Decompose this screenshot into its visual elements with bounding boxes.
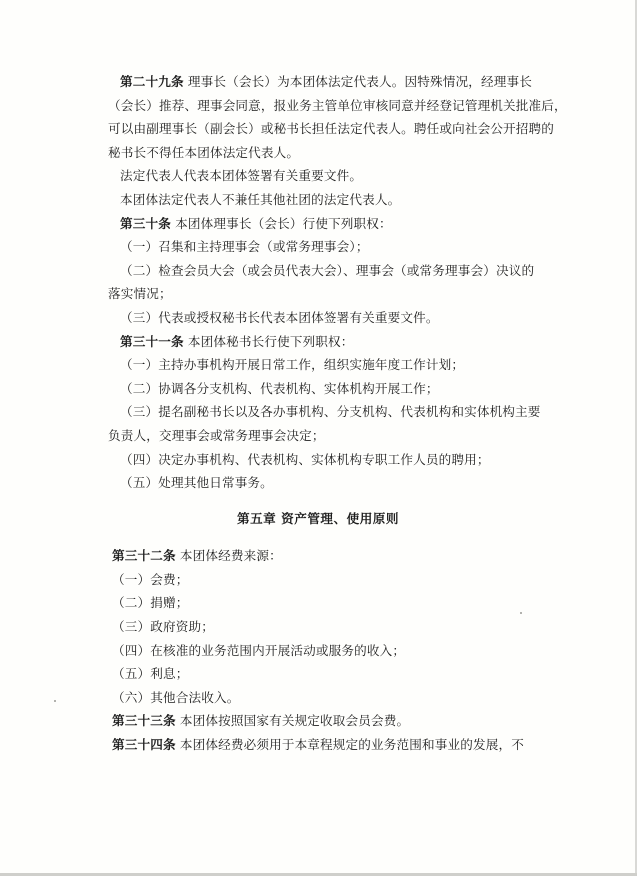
line-text: （一）召集和主持理事会（或常务理事会）； bbox=[120, 239, 369, 255]
line-text: 理事长（会长）为本团体法定代表人。因特殊情况，经理事长 bbox=[187, 74, 532, 89]
article-heading: 第三十四条 bbox=[112, 737, 176, 753]
article-heading: 第二十九条 bbox=[120, 74, 184, 89]
line-text: 法定代表人代表本团体签署有关重要文件。 bbox=[120, 168, 363, 184]
article-heading: 第三十二条 bbox=[112, 548, 176, 564]
line-text: （会长）推荐、理事会同意，报业务主管单位审核同意并经登记管理机关批准后， bbox=[108, 97, 567, 113]
paragraph-q3 bbox=[108, 591, 528, 615]
paragraph-p2 bbox=[108, 164, 528, 188]
paragraph-p13 bbox=[108, 471, 528, 495]
text-line bbox=[108, 306, 528, 330]
article-heading: 第三十一条 bbox=[120, 333, 184, 349]
text-line bbox=[108, 400, 541, 424]
text-line bbox=[108, 141, 528, 165]
text-line bbox=[108, 662, 528, 686]
paragraph-p9 bbox=[108, 353, 528, 377]
paragraph-p4 bbox=[108, 212, 528, 236]
chapter-title: 第五章 资产管理、使用原则 bbox=[236, 510, 399, 526]
line-text: （一）会费； bbox=[112, 571, 189, 587]
text-line bbox=[108, 686, 528, 710]
text-line bbox=[108, 259, 535, 283]
article-heading: 第三十三条 bbox=[112, 713, 176, 729]
text-line bbox=[108, 615, 528, 639]
text-line bbox=[108, 117, 555, 141]
paragraph-p6 bbox=[108, 259, 535, 306]
line-text: （三）提名副秘书长以及各办事机构、分支机构、代表机构和实体机构主要 bbox=[120, 404, 541, 420]
line-text: （三）政府资助； bbox=[112, 619, 214, 635]
text-line bbox=[108, 591, 528, 615]
text-line bbox=[108, 639, 528, 663]
text-line bbox=[108, 377, 528, 401]
line-text: 本团体秘书长行使下列职权： bbox=[187, 333, 354, 349]
text-line bbox=[108, 94, 567, 118]
text-line bbox=[108, 164, 528, 188]
section-before-chapter bbox=[108, 70, 567, 495]
line-text: （二）捐赠； bbox=[112, 595, 189, 611]
paragraph-p7 bbox=[108, 306, 528, 330]
line-text: （一）主持办事机构开展日常工作，组织实施年度工作计划； bbox=[120, 357, 465, 373]
paragraph-p8 bbox=[108, 330, 528, 354]
line-text: 本团体经费来源： bbox=[179, 548, 282, 564]
paragraph-q9 bbox=[108, 733, 528, 757]
line-text: 可以由副理事长（副会长）或秘书长担任法定代表人。聘任或向社会公开招聘的 bbox=[108, 121, 555, 137]
paragraph-q7 bbox=[108, 686, 528, 710]
text-line bbox=[108, 448, 528, 472]
paragraph-p5 bbox=[108, 235, 528, 259]
text-line bbox=[108, 471, 528, 495]
text-line bbox=[108, 709, 528, 733]
article-heading: 第三十条 bbox=[120, 215, 171, 231]
text-line bbox=[108, 424, 528, 448]
text-line bbox=[108, 330, 528, 354]
line-text: （六）其他合法收入。 bbox=[112, 689, 240, 705]
paragraph-p3 bbox=[108, 188, 528, 212]
text-line bbox=[108, 282, 528, 306]
text-line bbox=[108, 70, 532, 94]
paragraph-q8 bbox=[108, 709, 528, 733]
paragraph-p12 bbox=[108, 448, 528, 472]
line-text: （二）协调各分支机构、代表机构、实体机构开展工作； bbox=[120, 380, 439, 396]
paragraph-q2 bbox=[108, 568, 528, 592]
line-text: （二）检查会员大会（或会员代表大会）、理事会（或常务理事会）决议的 bbox=[120, 262, 535, 278]
line-text: （四）决定办事机构、代表机构、实体机构专职工作人员的聘用； bbox=[120, 451, 490, 467]
paragraph-q5 bbox=[108, 639, 528, 663]
text-line bbox=[108, 733, 528, 757]
scan-speck bbox=[54, 700, 56, 702]
paragraph-p10 bbox=[108, 377, 528, 401]
text-line bbox=[108, 235, 528, 259]
line-text: 秘书长不得任本团体法定代表人。 bbox=[108, 144, 300, 160]
text-line bbox=[108, 353, 528, 377]
line-text: 本团体经费必须用于本章程规定的业务范围和事业的发展，不 bbox=[179, 737, 524, 753]
text-line bbox=[108, 568, 528, 592]
line-text: （五）利息； bbox=[112, 666, 189, 682]
paragraph-p1 bbox=[108, 70, 567, 164]
paragraph-p11 bbox=[108, 400, 541, 447]
line-text: 本团体法定代表人不兼任其他社团的法定代表人。 bbox=[120, 191, 401, 207]
section-after-chapter bbox=[108, 544, 528, 756]
text-line bbox=[108, 212, 528, 236]
line-text: 本团体按照国家有关规定收取会员会费。 bbox=[179, 713, 410, 729]
line-text: 本团体理事长（会长）行使下列职权： bbox=[175, 215, 392, 231]
line-text: （三）代表或授权秘书长代表本团体签署有关重要文件。 bbox=[120, 309, 439, 325]
text-line bbox=[108, 544, 528, 568]
paragraph-q4 bbox=[108, 615, 528, 639]
line-text: 负责人，交理事会或常务理事会决定； bbox=[108, 427, 325, 443]
document-body bbox=[108, 70, 567, 757]
line-text: 落实情况； bbox=[108, 286, 172, 302]
line-text: （五）处理其他日常事务。 bbox=[120, 475, 273, 491]
line-text: （四）在核准的业务范围内开展活动或服务的收入； bbox=[112, 642, 406, 658]
text-line bbox=[108, 188, 528, 212]
paragraph-q6 bbox=[108, 662, 528, 686]
paragraph-q1 bbox=[108, 544, 528, 568]
